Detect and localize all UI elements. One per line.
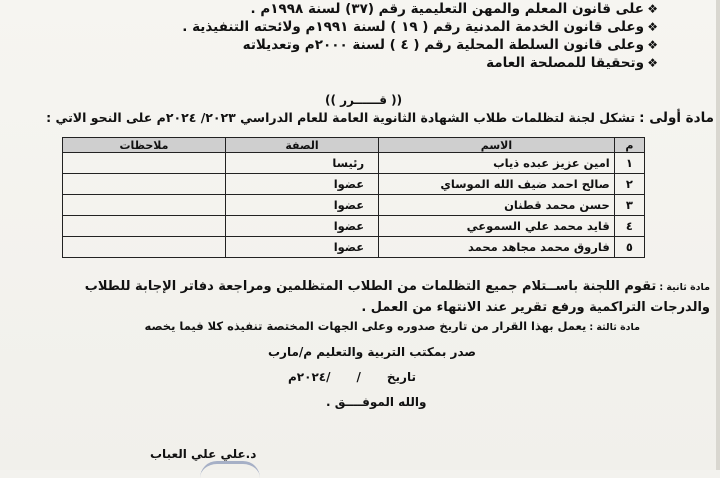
- bullet-icon: ❖: [647, 20, 658, 34]
- row-notes: [63, 216, 226, 237]
- row-name: حسن محمد قطنان: [379, 195, 615, 216]
- table-row: [63, 195, 645, 216]
- row-name: امين عزيز عبده ذياب: [379, 153, 615, 174]
- date-line: [288, 370, 416, 384]
- table-row: [63, 174, 645, 195]
- row-role: عضوا: [225, 195, 378, 216]
- row-role: رئيسا: [225, 153, 378, 174]
- row-num: ١: [614, 153, 644, 174]
- header-num: م: [614, 138, 644, 153]
- row-num: ٤: [614, 216, 644, 237]
- preamble-line: ❖ وعلى قانون الخدمة المدنية رقم ( ١٩ ) لسنة ١٩٩١م ولائحته التنفيذية .: [182, 19, 658, 35]
- date-year: ٢٠٢٤م: [288, 370, 327, 384]
- row-name: فاروق محمد مجاهد محمد: [379, 237, 615, 258]
- issued-by: صدر بمكتب التربية والتعليم م/مارب: [268, 345, 476, 359]
- table-row: [63, 216, 645, 237]
- bullet-icon: ❖: [647, 56, 658, 70]
- article-two: [70, 277, 710, 318]
- article-two-text: تقوم اللجنة باســتلام جميع التظلمات من الطلاب المتظلمين ومراجعة دفاتر الإجابة للطلاب والدرجات التراكمية ورفع تقرير عند الانتهاء من العمل .: [84, 279, 710, 315]
- bullet-icon: ❖: [647, 2, 658, 16]
- preamble-line: ❖ على قانون المعلم والمهن التعليمية رقم (٣٧) لسنة ١٩٩٨م .: [250, 1, 658, 17]
- article-three: [144, 319, 640, 333]
- row-num: ٥: [614, 237, 644, 258]
- preamble-line: ❖ وتحقيقا للمصلحة العامة: [486, 55, 658, 71]
- header-notes: ملاحظات: [63, 138, 226, 153]
- article-three-text: يعمل بهذا القرار من تاريخ صدوره وعلى الجهات المختصة تنفيذه كلا فيما يخصه: [144, 319, 587, 333]
- table-row: [63, 153, 645, 174]
- date-separator: /: [356, 370, 361, 384]
- page-edge-divider: [716, 0, 720, 470]
- article-one-label: مادة أولى :: [639, 110, 714, 126]
- row-num: ٢: [614, 174, 644, 195]
- row-name: قايد محمد علي السموعي: [379, 216, 615, 237]
- row-notes: [63, 237, 226, 258]
- table-header-row: [63, 138, 645, 153]
- article-one: [46, 110, 714, 126]
- row-name: صالح احمد ضيف الله الموساي: [379, 174, 615, 195]
- preamble: [138, 0, 658, 72]
- row-role: عضوا: [225, 174, 378, 195]
- article-two-label: مادة ثانية :: [659, 282, 710, 293]
- committee-table: [62, 137, 645, 258]
- article-one-text: تشكل لجنة لتظلمات طلاب الشهادة الثانوية العامة للعام الدراسي ٢٠٢٣/ ٢٠٢٤م على النحو الاتي :: [46, 110, 636, 125]
- table-row: [63, 237, 645, 258]
- date-separator: /: [326, 370, 331, 384]
- signature-name: د.علي علي العباب: [150, 447, 257, 461]
- row-notes: [63, 174, 226, 195]
- header-name: الاسم: [379, 138, 615, 153]
- date-label: تاريخ: [386, 370, 416, 384]
- row-role: عضوا: [225, 237, 378, 258]
- row-notes: [63, 195, 226, 216]
- decision-title: (( قــــــرر )): [325, 93, 403, 107]
- preamble-line: ❖ وعلى قانون السلطة المحلية رقم ( ٤ ) لسنة ٢٠٠٠م وتعديلاته: [242, 37, 658, 53]
- header-role: الصفة: [225, 138, 378, 153]
- row-num: ٣: [614, 195, 644, 216]
- bullet-icon: ❖: [647, 38, 658, 52]
- row-role: عضوا: [225, 216, 378, 237]
- closing-phrase: والله الموفــــق .: [326, 395, 427, 409]
- article-three-label: مادة ثالثة :: [589, 322, 640, 333]
- row-notes: [63, 153, 226, 174]
